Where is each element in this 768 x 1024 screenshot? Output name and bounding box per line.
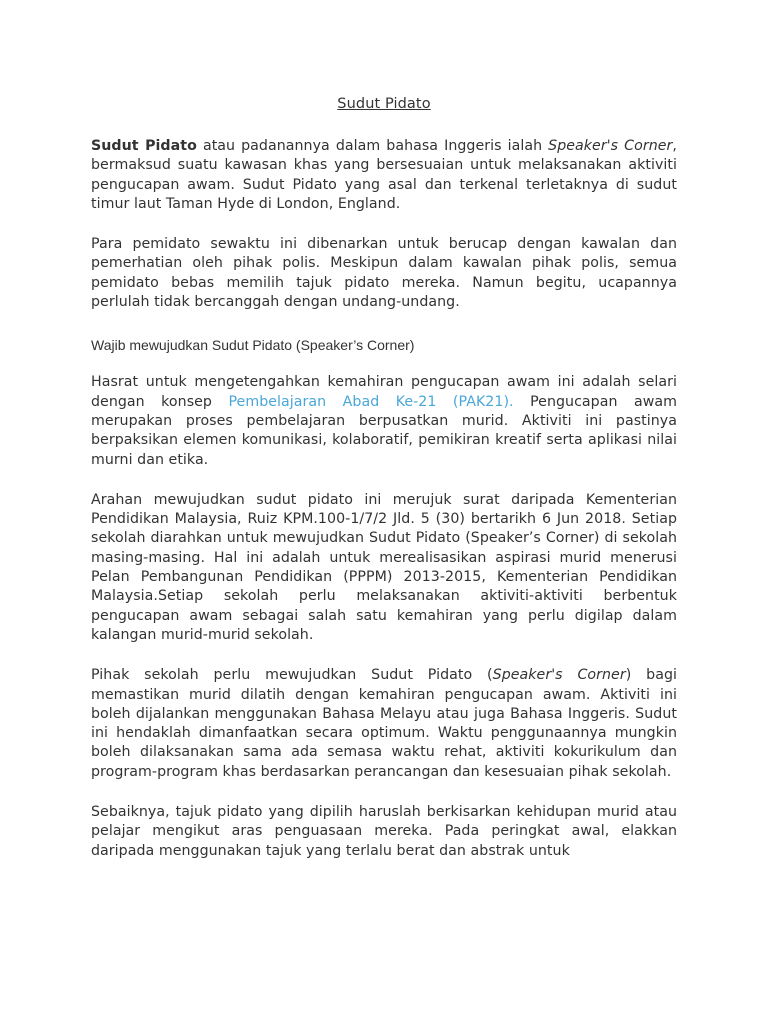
page-title: Sudut Pidato [337,96,431,112]
intro-text-b: , bermaksud suatu kawasan khas yang bersesuaian untuk melaksanakan aktiviti pengucapan awam. Sudut Pidato yang asal dan terkenal terletaknya di sudut timur laut Taman Hyde di London, England. [91,138,677,212]
term-italic: Speaker's Corner [548,138,673,154]
school-text-a: Pihak sekolah perlu mewujudkan Sudut Pidato ( [91,667,493,684]
intro-text-a: atau padanannya dalam bahasa Inggeris ialah [196,138,549,154]
pak21-text-a: Hasrat untuk mengetengahkan kemahiran pengucapan awam ini adalah selari dengan konsep [91,374,677,410]
school-text-b: ) bagi memastikan murid dilatih dengan kemahiran pengucapan awam. Aktiviti ini boleh dijalankan menggunakan Bahasa Melayu atau juga Bahasa Inggeris. Sudut ini hendaklah dimanfaatkan secara optimum. Waktu penggunaannya mungkin boleh dilaksanakan sama ada semasa waktu rehat, aktiviti kokurikulum dan program-program khas berdasarkan perancangan dan kesesuaian pihak sekolah. [91,667,677,780]
paragraph-police: Para pemidato sewaktu ini dibenarkan untuk berucap dengan kawalan dan pemerhatian oleh pihak polis. Meskipun dalam kawalan pihak polis, semua pemidato bebas memilih tajuk pidato mereka. Namun begitu, ucapannya perlulah tidak bercanggah dengan undang-undang. [91,236,677,311]
speakers-corner-italic: Speaker's Corner [492,667,626,684]
paragraph-pak21 [91,373,677,469]
paragraph-school [91,666,677,782]
paragraph-directive: Arahan mewujudkan sudut pidato ini merujuk surat daripada Kementerian Pendidikan Malaysia, Ruiz KPM.100-1/7/2 Jld. 5 (30) bertarikh 6 Jun 2018. Setiap sekolah diarahkan untuk mewujudkan Sudut Pidato (Speaker’s Corner) di sekolah masing-masing. Hal ini adalah untuk merealisasikan aspirasi murid menerusi Pelan Pembangunan Pendidikan (PPPM) 2013-2015, Kementerian Pendidikan Malaysia.Setiap sekolah perlu melaksanakan aktiviti-aktiviti berbentuk pengucapan awam sebagai salah satu kemahiran yang perlu digilap dalam kalangan murid-murid sekolah. [91,491,677,643]
pak21-text-b: Pengucapan awam merupakan proses pembelajaran berpusatkan murid. Aktiviti ini pastinya berpaksikan elemen komunikasi, kolaboratif, pemikiran kreatif serta aplikasi nilai murni dan etika. [91,393,677,468]
paragraph-topics: Sebaiknya, tajuk pidato yang dipilih haruslah berkisarkan kehidupan murid atau pelajar mengikut aras penguasaan mereka. Pada peringkat awal, elakkan daripada menggunakan tajuk yang terlalu berat dan abstrak untuk [91,804,677,859]
pak21-link[interactable]: Pembelajaran Abad Ke-21 (PAK21). [228,393,514,410]
paragraph-intro [91,137,677,214]
document-page [91,95,677,861]
section-subheading: Wajib mewujudkan Sudut Pidato (Speaker’s Corner) [91,337,415,354]
term-bold: Sudut Pidato [91,138,197,154]
